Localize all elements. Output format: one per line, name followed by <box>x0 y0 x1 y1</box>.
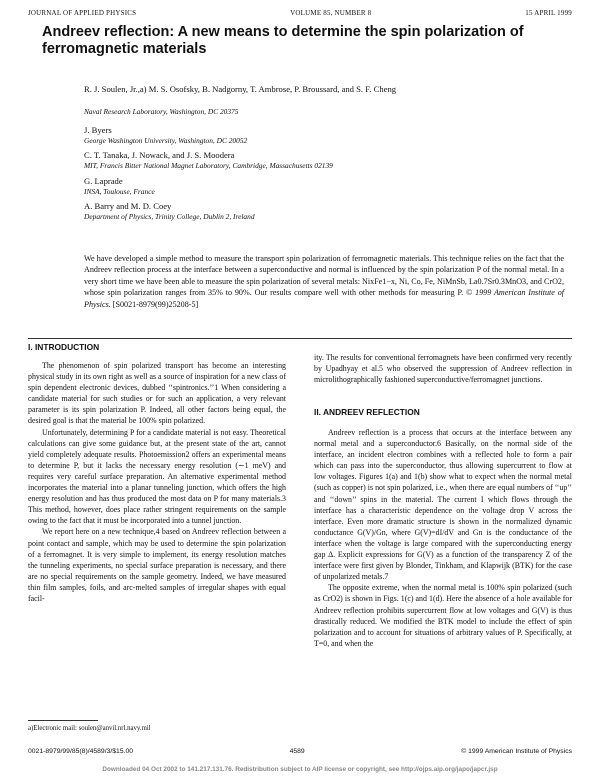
footnote: a)Electronic mail: soulen@anvil.nrl.navy.mil <box>28 725 151 732</box>
abstract <box>84 253 564 310</box>
section-heading-introduction: I. INTRODUCTION <box>28 342 100 352</box>
download-notice: Downloaded 04 Oct 2002 to 141.217.131.76. Redistribution subject to AIP license or copyright, see http://ojps.aip.org/japo/japcr.jsp <box>102 766 498 773</box>
author-list-2: J. Byers <box>84 125 112 135</box>
journal-name: JOURNAL OF APPLIED PHYSICS <box>28 9 137 17</box>
affiliation-5: Department of Physics, Trinity College, Dublin 2, Ireland <box>84 212 255 221</box>
paragraph: Unfortunately, determining P for a candidate material is not easy. Theoretical calculations can give some guidance but, at the present state of the art, cannot yield completely adequate results. Photoemission2 offers an experimental means to determine P, but it lacks the necessary energy resolution (∼1 meV) and requires very careful surface preparation. An alternative experimental method incorporates the material into a planar tunneling junction, which offers the high energy resolution and has thus produced the most data on P for many materials.3 This method, however, does place rather stringent requirements on the sample owing to the fact that it must be incorporated into a tunnel junction. <box>28 427 286 526</box>
issue-date: 15 APRIL 1999 <box>525 9 572 17</box>
doi-code: [S0021-8979(99)25208-5] <box>112 299 199 309</box>
author-list-3: C. T. Tanaka, J. Nowack, and J. S. Moodera <box>84 150 235 160</box>
paragraph: ity. The results for conventional ferromagnets have been confirmed very recently by Upadhyay et al.5 who observed the suppression of Andreev reflection in microlithographically fashioned superconductive/ferromagnet junctions. <box>314 353 572 385</box>
section-divider <box>28 338 572 339</box>
paper-title: Andreev reflection: A new means to determine the spin polarization of ferromagnetic materials <box>42 24 524 57</box>
affiliation-2: George Washington University, Washington, DC 20052 <box>84 136 248 145</box>
issn-code: 0021-8979/99/85(8)/4589/3/$15.00 <box>28 748 134 755</box>
andreev-reflection-text <box>314 427 572 649</box>
page-number: 4589 <box>289 748 305 755</box>
running-head <box>28 9 572 17</box>
affiliation-3: MIT, Francis Bitter National Magnet Laboratory, Cambridge, Massachusetts 02139 <box>84 161 333 170</box>
paragraph: The phenomenon of spin polarized transport has become an interesting physical study in its own right as well as a source of inspiration for a new class of spin dependent electronic devices, dubbed ‘‘spintronics.’’1 When considering a candidate material for such studies or for such an application, a very relevant parameter is its spin polarization P. Indeed, all other factors being equal, the desired goal is that the material be 100% spin polarized. <box>28 361 286 426</box>
author-list-5: A. Barry and M. D. Coey <box>84 201 172 211</box>
section-heading-andreev-reflection: II. ANDREEV REFLECTION <box>314 407 420 417</box>
volume-number: VOLUME 85, NUMBER 8 <box>290 9 372 17</box>
paragraph: The opposite extreme, when the normal metal is 100% spin polarized (such as CrO2) is shown in Figs. 1(c) and 1(d). Here the absence of a hole available for Andreev reflection prohibits supercurrent flow at low voltages and G(V) is thus drastically reduced. We modified the BTK model to include the effect of spin polarization and to account for situations of arbitrary values of P. Specifically, at T=0, and when the <box>314 583 572 648</box>
footnote-divider <box>28 720 98 721</box>
introduction-continuation <box>314 352 572 385</box>
page-footer <box>28 748 572 755</box>
copyright-notice: © 1999 American Institute of Physics. <box>84 288 564 309</box>
abstract-text: We have developed a simple method to measure the transport spin polarization of ferromagnetic materials. This technique relies on the fact that the Andreev reflection process at the interface between a superconductive and normal is influenced by the spin polarization P of the normal metal. In a very short time we have been able to measure the spin polarization of several metals: NixFe1−x, Ni, Co, Fe, NiMnSb, La0.7Sr0.3MnO3, and CrO2, whose spin polarization ranges from 35% to 90%. Our results compare well with other methods for measuring P. <box>84 254 564 298</box>
paragraph: Andreev reflection is a process that occurs at the interface between any normal metal and a superconductor.6 Basically, on the normal side of the interface, an incident electron combines with a reflected hole to form a pair which can pass into the superconductor, thus allowing supercurrent to flow at low voltages. Figures 1(a) and 1(b) show what to expect when the normal metal (such as copper) is not spin polarized, i.e., when there are equal numbers of ‘‘up’’ and ‘‘down’’ spins in the material. The current I which flows through the interface has a characteristic dependence on the voltage drop V across the interface. Even more dramatic structure is shown in the normalized dynamic conductance G(V)/Gn, where G(V)=dI/dV and Gn is the conductance of the interface when the voltage is large compared with the superconducting energy gap Δ. Explicit expressions for G(V) as a function of the transparency Z of the interface were first given by Blonder, Tinkham, and Klapwijk (BTK) for the case of unpolarized metals.7 <box>314 428 572 582</box>
affiliation-1: Naval Research Laboratory, Washington, DC 20375 <box>84 107 239 116</box>
paragraph: We report here on a new technique,4 based on Andreev reflection between a point contact and sample, which may be used to determine the spin polarization of a ferromagnet. It is very simple to implement, its energy resolution matches the tunneling experiments, no special surface preparation is necessary, and there are no special requirements on the sample geometry. Indeed, we have measured thin film samples, foils, and arc-melted samples of irregular shapes with equal facil- <box>28 527 286 603</box>
introduction-text <box>28 360 286 604</box>
publisher-copyright: © 1999 American Institute of Physics <box>461 748 572 755</box>
author-list-1: R. J. Soulen, Jr.,a) M. S. Osofsky, B. Nadgorny, T. Ambrose, P. Broussard, and S. F. Cheng <box>84 84 397 94</box>
author-list-4: G. Laprade <box>84 176 123 186</box>
affiliation-4: INSA, Toulouse, France <box>84 187 155 196</box>
